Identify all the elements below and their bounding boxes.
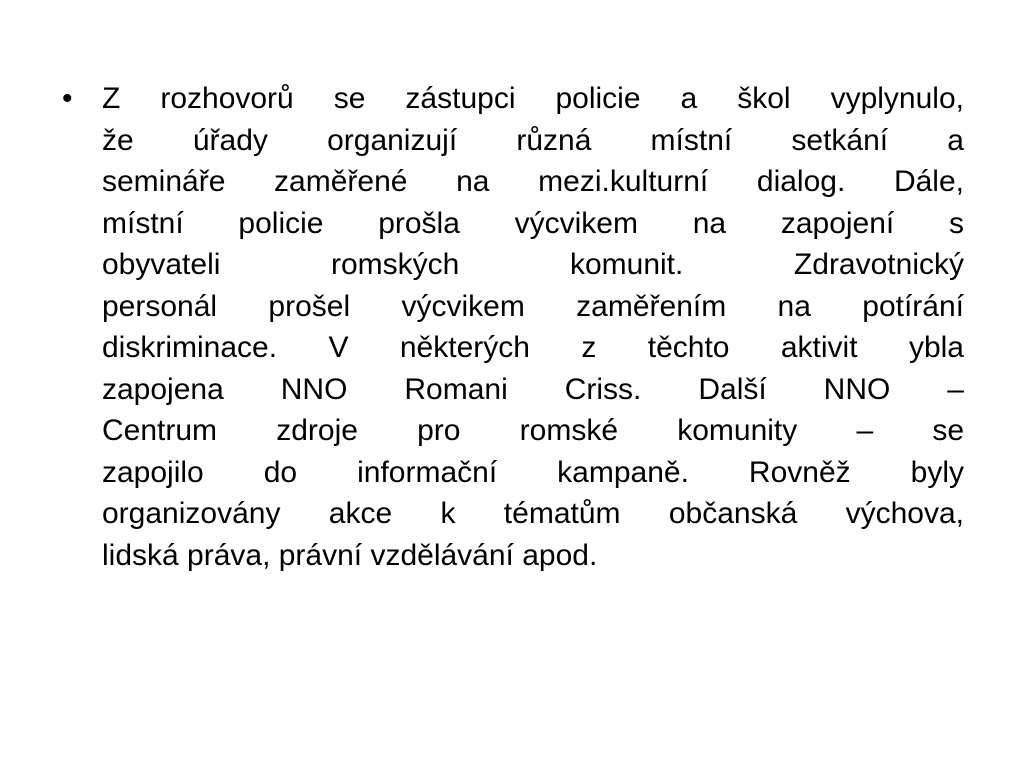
paragraph-line: organizovány akce k tématům občanská výchova, — [102, 497, 964, 530]
paragraph-line: Centrum zdroje pro romské komunity – se — [102, 414, 964, 447]
paragraph-line: zapojilo do informační kampaně. Rovněž byly — [102, 455, 964, 489]
bullet-paragraph — [102, 78, 964, 576]
paragraph-line: personál prošel výcvikem zaměřením na potírání — [102, 289, 964, 323]
bullet-icon: • — [62, 82, 73, 115]
paragraph-line: obyvateli romských komunit. Zdravotnický — [102, 248, 964, 281]
paragraph-line: Z rozhovorů se zástupci policie a škol vyplynulo, — [102, 82, 964, 115]
paragraph-line: místní policie prošla výcvikem na zapojení s — [102, 206, 964, 240]
bullet-item — [62, 78, 964, 576]
paragraph-line: zapojena NNO Romani Criss. Další NNO – — [102, 372, 964, 406]
paragraph-line: lidská práva, právní vzdělávání apod. — [102, 538, 598, 572]
paragraph-line: semináře zaměřené na mezi.kulturní dialog. Dále, — [102, 165, 964, 198]
paragraph-line: že úřady organizují různá místní setkání a — [102, 123, 964, 157]
paragraph-line: diskriminace. V některých z těchto aktivit ybla — [102, 331, 964, 364]
slide-content — [62, 78, 964, 576]
